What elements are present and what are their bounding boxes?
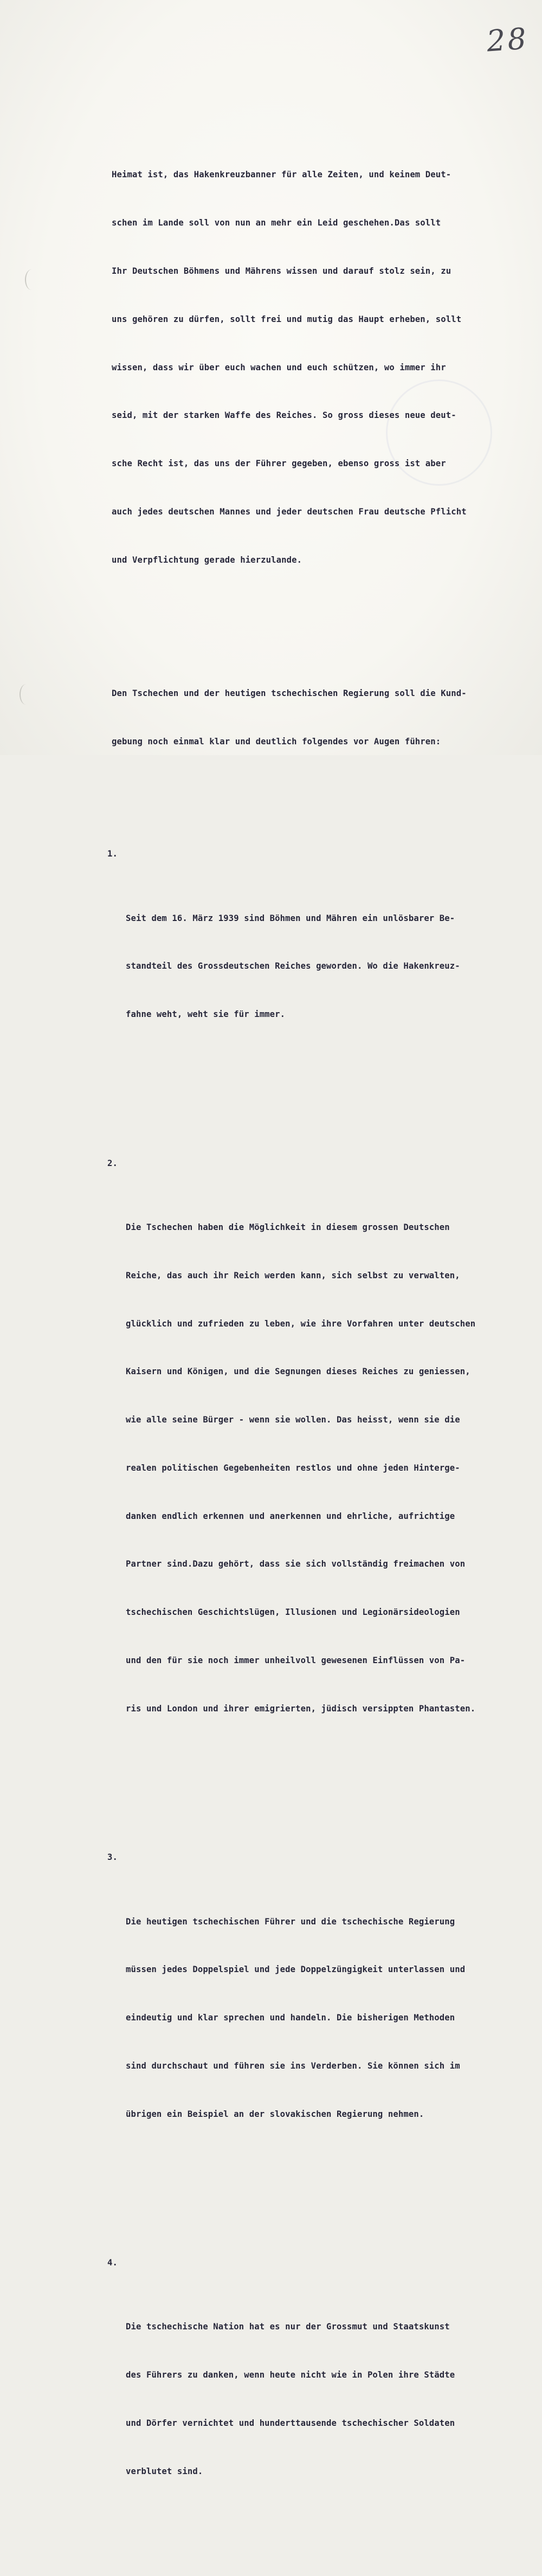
text-line: verblutet sind.	[126, 2466, 203, 2476]
list-item	[107, 2239, 502, 2543]
text-line: und Verpflichtung gerade hierzulande.	[112, 555, 302, 565]
text-line: Partner sind.Dazu gehört, dass sie sich vollständig freimachen von	[126, 1559, 466, 1569]
text-line: fahne weht, weht sie für immer.	[126, 1009, 286, 1020]
text-line: Den Tschechen und der heutigen tschechischen Regierung soll die Kund-	[112, 688, 467, 699]
typed-text-body	[107, 103, 502, 2576]
text-line: glücklich und zufrieden zu leben, wie ihre Vorfahren unter deutschen	[126, 1318, 476, 1329]
text-line: tschechischen Geschichtslügen, Illusionen und Legionärsideologien	[126, 1607, 460, 1618]
text-line: Die Tschechen haben die Möglichkeit in diesem grossen Deutschen	[126, 1222, 450, 1232]
list-item	[107, 1834, 502, 2187]
text-line: ris und London und ihrer emigrierten, jüdisch versippten Phantasten.	[126, 1703, 476, 1714]
text-line: seid, mit der starken Waffe des Reiches. So gross dieses neue deut-	[112, 410, 456, 421]
handwritten-page-number: 28	[485, 21, 530, 59]
list-item	[107, 830, 502, 1087]
text-line: realen politischen Gegebenheiten restlos und ohne jeden Hinterge-	[126, 1463, 460, 1473]
text-line: Ihr Deutschen Böhmens und Mährens wissen und darauf stolz sein, zu	[112, 266, 451, 276]
text-line: und den für sie noch immer unheilvoll gewesenen Einflüssen von Pa-	[126, 1656, 466, 1665]
text-line: uns gehören zu dürfen, sollt frei und mutig das Haupt erheben, sollt	[112, 314, 462, 324]
text-line: Die tschechische Nation hat es nur der Grossmut und Staatskunst	[126, 2322, 450, 2332]
text-line: Kaisern und Königen, und die Segnungen dieses Reiches zu geniessen,	[126, 1367, 470, 1377]
punch-hole-mark	[20, 684, 33, 705]
paragraph-lead	[112, 654, 502, 782]
text-line: Die heutigen tschechischen Führer und die tschechische Regierung	[126, 1916, 455, 1927]
punch-hole-mark	[25, 269, 38, 290]
text-line: Reiche, das auch ihr Reich werden kann, sich selbst zu verwalten,	[126, 1270, 460, 1280]
list-item-number: 3.	[107, 1852, 118, 1863]
paragraph-intro	[112, 135, 502, 600]
text-line: auch jedes deutschen Mannes und jeder deutschen Frau deutsche Pflicht	[112, 506, 467, 517]
text-line: sind durchschaut und führen sie ins Verderben. Sie können sich im	[126, 2060, 460, 2071]
text-line: wissen, dass wir über euch wachen und euch schützen, wo immer ihr	[112, 362, 446, 372]
text-line: danken endlich erkennen und anerkennen und ehrliche, aufrichtige	[126, 1511, 455, 1521]
text-line: sche Recht ist, das uns der Führer gegeben, ebenso gross ist aber	[112, 459, 446, 469]
text-line: Heimat ist, das Hakenkreuzbanner für alle Zeiten, und keinem Deut-	[112, 170, 451, 180]
text-line: Seit dem 16. März 1939 sind Böhmen und Mähren ein unlösbarer Be-	[126, 913, 455, 923]
text-line: schen im Lande soll von nun an mehr ein Leid geschehen.Das sollt	[112, 218, 441, 228]
text-line: standteil des Grossdeutschen Reiches geworden. Wo die Hakenkreuz-	[126, 961, 460, 971]
list-item-number: 2.	[107, 1158, 118, 1168]
text-line: müssen jedes Doppelspiel und jede Doppelzüngigkeit unterlassen und	[126, 1965, 466, 1975]
text-line: eindeutig und klar sprechen und handeln. Die bisherigen Methoden	[126, 2013, 455, 2023]
text-line: übrigen ein Beispiel an der slovakischen Regierung nehmen.	[126, 2109, 424, 2119]
list-item-number: 4.	[107, 2257, 118, 2268]
text-line: und Dörfer vernichtet und hunderttausende tschechischer Soldaten	[126, 2418, 455, 2428]
text-line: gebung noch einmal klar und deutlich folgendes vor Augen führen:	[112, 737, 441, 747]
list-item-number: 1.	[107, 849, 118, 859]
text-line: des Führers zu danken, wenn heute nicht wie in Polen ihre Städte	[126, 2370, 455, 2380]
text-line: wie alle seine Bürger - wenn sie wollen. Das heisst, wenn sie die	[126, 1415, 460, 1425]
list-item	[107, 1139, 502, 1781]
